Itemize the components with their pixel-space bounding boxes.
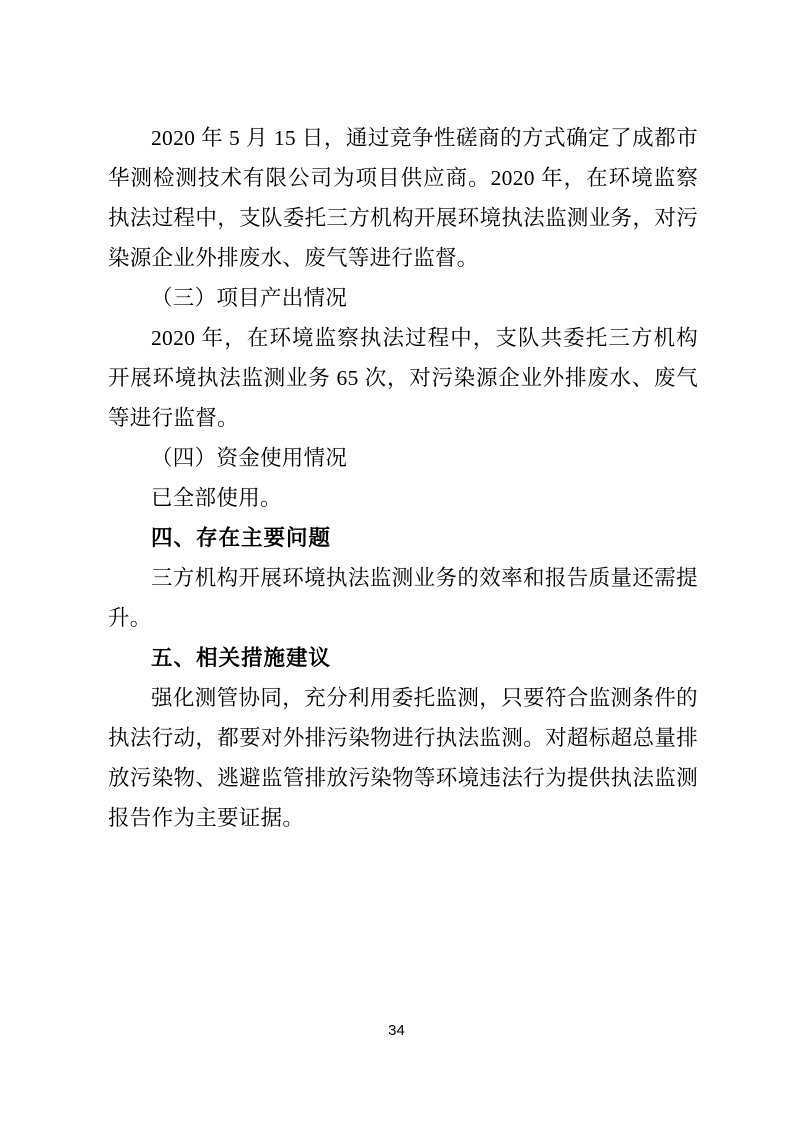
document-body xyxy=(108,118,698,838)
section-heading-main-problems: 四、存在主要问题 xyxy=(151,526,332,550)
paragraph-suggestions: 强化测管协同，充分利用委托监测，只要符合监测条件的执法行动，都要对外排污染物进行执法监测。对超标超总量排放污染物、逃避监管排放污染物等环境违法行为提供执法监测报告作为主要证据。 xyxy=(108,686,698,830)
page-footer xyxy=(0,1022,793,1040)
paragraph-project-output: 2020 年，在环境监察执法过程中，支队共委托三方机构开展环境执法监测业务 65 次，对污染源企业外排废水、废气等进行监督。 xyxy=(108,326,698,430)
paragraph-fund-usage: 已全部使用。 xyxy=(151,486,282,510)
paragraph-supplier-selection: 2020 年 5 月 15 日，通过竞争性磋商的方式确定了成都市华测检测技术有限公司为项目供应商。2020 年，在环境监察执法过程中，支队委托三方机构开展环境执法监测业务，对污染源企业外排废水、废气等进行监督。 xyxy=(108,126,698,270)
paragraph-main-problems: 三方机构开展环境执法监测业务的效率和报告质量还需提升。 xyxy=(108,566,698,630)
page-number: 34 xyxy=(388,1022,405,1039)
section-heading-suggestions: 五、相关措施建议 xyxy=(151,646,332,670)
subsection-heading-fund-usage: （四）资金使用情况 xyxy=(151,446,348,470)
subsection-heading-project-output: （三）项目产出情况 xyxy=(151,286,348,310)
